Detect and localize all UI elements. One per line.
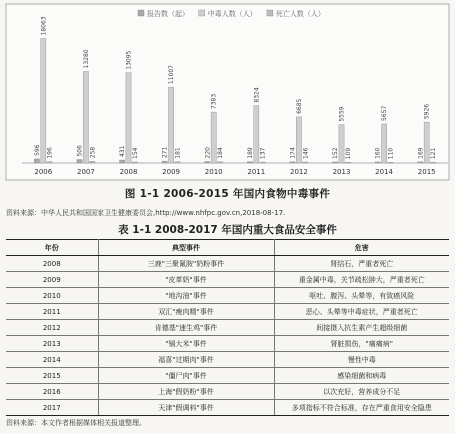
bar [77, 160, 82, 163]
bar [290, 162, 295, 163]
bar [431, 162, 436, 163]
bar [83, 71, 88, 163]
cell-event: "僵尸肉"事件 [98, 368, 274, 384]
cell-harm: 呕吐、腹泻、头晕等，有致癌风险 [274, 288, 449, 304]
cell-event: 福喜"过期肉"事件 [98, 352, 274, 368]
data-label: 169 [417, 147, 425, 159]
data-label: 6685 [295, 98, 303, 114]
legend-label: 死亡人数（人） [275, 10, 325, 18]
figure-source-note: 资料来源：中华人民共和国国家卫生健康委员会,http://www.nhfpc.gov.cn,2018-08-17. [6, 209, 286, 217]
table-row [6, 400, 449, 416]
data-label: 110 [387, 147, 395, 160]
cell-event: "皮革奶"事件 [98, 272, 274, 288]
data-label: 18063 [40, 16, 48, 36]
data-label: 109 [344, 147, 352, 160]
legend-label: 报告数（起） [147, 10, 189, 18]
data-label: 137 [259, 147, 267, 160]
x-tick-label: 2007 [76, 168, 95, 176]
food-safety-events-table [6, 239, 449, 416]
bar [388, 162, 393, 163]
cell-harm: 重金属中毒，关节疏松肿大，严重者死亡 [274, 272, 449, 288]
bar [418, 162, 423, 163]
cell-harm: 多项指标不符合标准，存在严重食用安全隐患 [274, 400, 449, 416]
bar [41, 38, 46, 163]
bar [162, 161, 167, 163]
cell-event: 上海"假奶粉"事件 [98, 384, 274, 400]
data-label: 220 [204, 147, 212, 159]
data-label: 154 [131, 147, 139, 159]
table-row [6, 368, 449, 384]
table-row [6, 384, 449, 400]
cell-event: 天津"假调料"事件 [98, 400, 274, 416]
cell-event: 双汇"瘦肉精"事件 [98, 304, 274, 320]
x-tick-label: 2011 [247, 168, 266, 176]
legend-swatch [199, 10, 205, 16]
table-row [6, 288, 449, 304]
food-poisoning-bar-chart [0, 0, 455, 182]
cell-harm: 肾结石，严重者死亡 [274, 256, 449, 272]
cell-harm: 恶心、头晕等中毒症状，严重者死亡 [274, 304, 449, 320]
legend-swatch [138, 10, 144, 16]
data-label: 506 [76, 145, 84, 157]
data-label: 174 [289, 147, 297, 159]
bar [211, 112, 216, 163]
bar [205, 161, 210, 163]
cell-year: 2014 [6, 352, 98, 368]
data-label: 160 [374, 147, 382, 159]
cell-year: 2008 [6, 256, 98, 272]
cell-event: 三鹿"三聚氰胺"奶粉事件 [98, 256, 274, 272]
x-tick-label: 2014 [375, 168, 394, 176]
data-label: 146 [302, 147, 310, 159]
table-source-note: 资料来源：本文作者根据媒体相关报道整理。 [6, 419, 146, 427]
cell-year: 2017 [6, 400, 98, 416]
table-row [6, 320, 449, 336]
data-label: 189 [246, 147, 254, 159]
cell-harm: 间接摄入抗生素产生超级细菌 [274, 320, 449, 336]
data-label: 121 [430, 147, 438, 160]
cell-event: "地沟油"事件 [98, 288, 274, 304]
bar [47, 162, 52, 163]
table-header-row [6, 240, 449, 256]
cell-year: 2009 [6, 272, 98, 288]
bar [382, 124, 387, 163]
cell-year: 2016 [6, 384, 98, 400]
bar [90, 161, 95, 163]
cell-harm: 以次充好，营养成分不足 [274, 384, 449, 400]
data-label: 258 [89, 146, 97, 159]
cell-year: 2015 [6, 368, 98, 384]
bar [218, 162, 223, 163]
cell-harm: 感染细菌和病毒 [274, 368, 449, 384]
cell-year: 2013 [6, 336, 98, 352]
cell-event: 肯德基"速生鸡"事件 [98, 320, 274, 336]
data-label: 271 [161, 146, 169, 159]
table-row [6, 352, 449, 368]
bar [126, 73, 131, 163]
data-label: 13280 [82, 49, 90, 69]
cell-year: 2010 [6, 288, 98, 304]
header-year: 年份 [6, 240, 98, 256]
bar [34, 159, 39, 163]
data-label: 5926 [423, 103, 431, 120]
data-label: 5657 [381, 105, 389, 121]
data-label: 11007 [168, 65, 176, 85]
data-label: 13095 [125, 50, 133, 70]
table-title: 表 1-1 2008-2017 年国内重大食品安全事件 [118, 224, 337, 236]
bar [339, 125, 344, 163]
header-harm: 危害 [274, 240, 449, 256]
bar [175, 162, 180, 163]
x-tick-label: 2006 [34, 168, 53, 176]
data-label: 431 [119, 145, 127, 158]
cell-event: "镉大米"事件 [98, 336, 274, 352]
data-label: 196 [46, 147, 54, 159]
data-label: 184 [217, 147, 225, 159]
cell-year: 2011 [6, 304, 98, 320]
x-tick-label: 2009 [162, 168, 181, 176]
table-row [6, 336, 449, 352]
cell-year: 2012 [6, 320, 98, 336]
data-label: 181 [174, 147, 182, 159]
x-tick-label: 2012 [289, 168, 308, 176]
table-row [6, 304, 449, 320]
legend-label: 中毒人数（人） [207, 10, 257, 18]
bar [254, 106, 259, 163]
bar [333, 162, 338, 163]
header-typical-event: 典型事件 [98, 240, 274, 256]
data-label: 152 [332, 147, 340, 159]
data-label: 7383 [210, 93, 218, 110]
bar [260, 162, 265, 163]
bar [375, 162, 380, 163]
data-label: 5559 [338, 106, 346, 122]
bar [345, 162, 350, 163]
legend-swatch [267, 10, 273, 16]
data-label: 596 [33, 144, 41, 156]
x-tick-label: 2010 [204, 168, 223, 176]
bar [132, 162, 137, 163]
x-tick-label: 2008 [119, 168, 138, 176]
table-row [6, 272, 449, 288]
x-tick-label: 2013 [332, 168, 351, 176]
bar [296, 117, 301, 163]
cell-harm: 慢性中毒 [274, 352, 449, 368]
x-tick-label: 2015 [417, 168, 436, 176]
data-label: 8324 [253, 87, 261, 103]
bar [303, 162, 308, 163]
bar [247, 162, 252, 163]
cell-harm: 肾脏损伤，"痛痛病" [274, 336, 449, 352]
figure-caption: 图 1-1 2006-2015 年国内食物中毒事件 [124, 188, 331, 200]
bar [120, 160, 125, 163]
table-row [6, 256, 449, 272]
bar [169, 87, 174, 163]
bar [424, 122, 429, 163]
